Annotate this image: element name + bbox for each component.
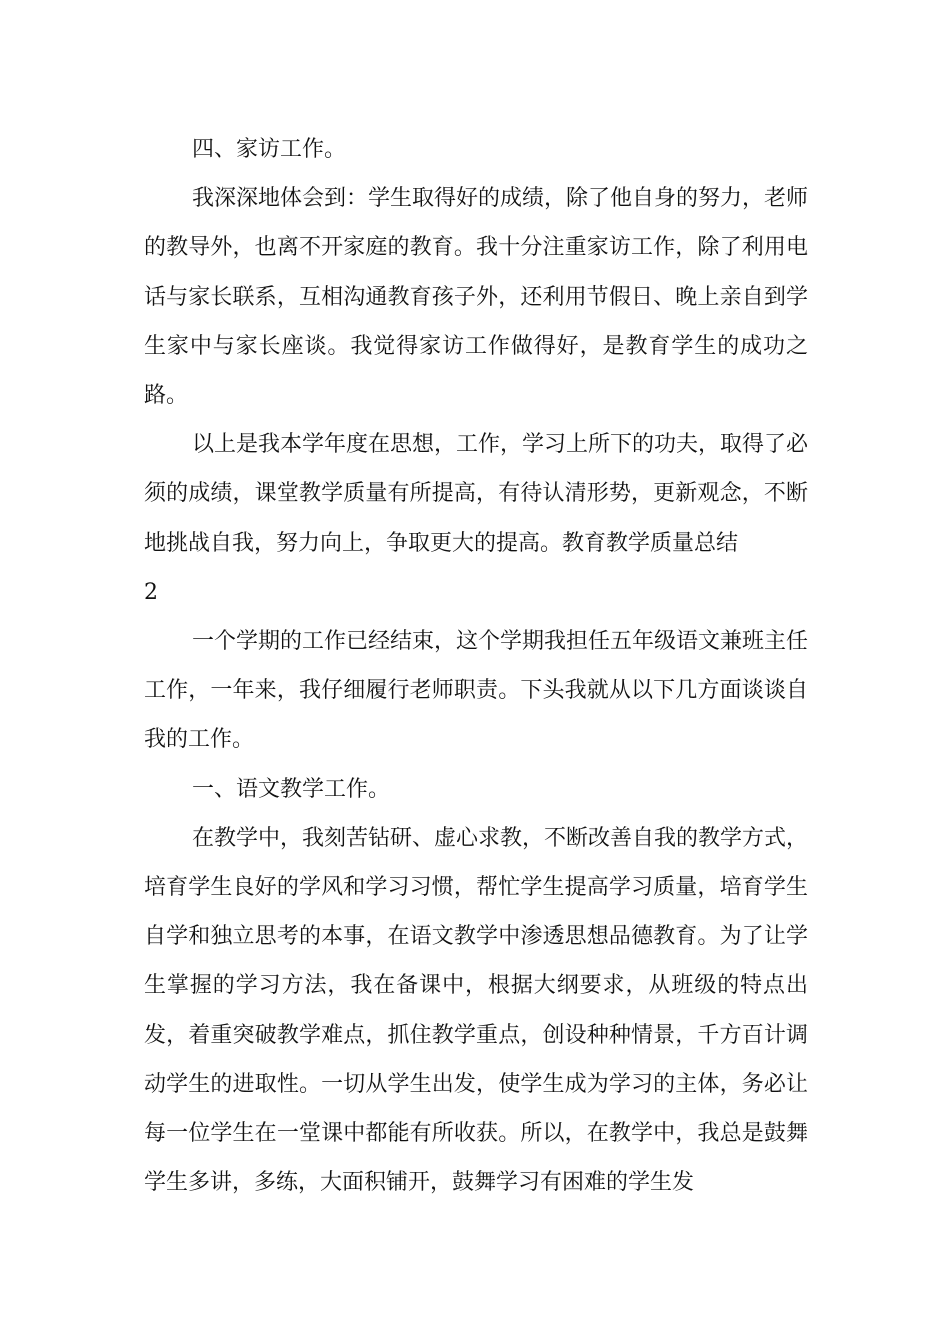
- paragraph-teaching: 在教学中，我刻苦钻研、虚心求教，不断改善自我的教学方式，培育学生良好的学风和学习习惯，帮忙学生提高学习质量，培育学生自学和独立思考的本事，在语文教学中渗透思想品德教育。为了让学生掌握的学习方法，我在备课中，根据大纲要求，从班级的特点出发，着重突破教学难点，抓住教学重点，创设种种情景，千方百计调动学生的进取性。一切从学生出发，使学生成为学习的主体，务必让每一位学生在一堂课中都能有所收获。所以，在教学中，我总是鼓舞学生多讲，多练，大面积铺开，鼓舞学习有困难的学生发: [144, 825, 809, 1196]
- paragraph-home-visit: 我深深地体会到：学生取得好的成绩，除了他自身的努力，老师的教导外，也离不开家庭的教育。我十分注重家访工作，除了利用电话与家长联系，互相沟通教育孩子外，还利用节假日、晚上亲自到学生家中与家长座谈。我觉得家访工作做得好，是教育学生的成功之路。: [144, 186, 809, 409]
- heading-chinese-teaching: 一、语文教学工作。: [192, 776, 391, 802]
- heading-home-visit: 四、家访工作。: [192, 137, 347, 162]
- summary-number: 2: [144, 579, 158, 605]
- paragraph-summary: 以上是我本学年度在思想，工作，学习上所下的功夫，取得了必须的成绩，课堂教学质量有所提高，有待认清形势，更新观念，不断地挑战自我，努力向上，争取更大的提高。教育教学质量总结: [144, 432, 809, 556]
- document-body: [144, 125, 808, 1207]
- paragraph-intro: 一个学期的工作已经结束，这个学期我担任五年级语文兼班主任工作，一年来，我仔细履行老师职责。下头我就从以下几方面谈谈自我的工作。: [144, 629, 809, 753]
